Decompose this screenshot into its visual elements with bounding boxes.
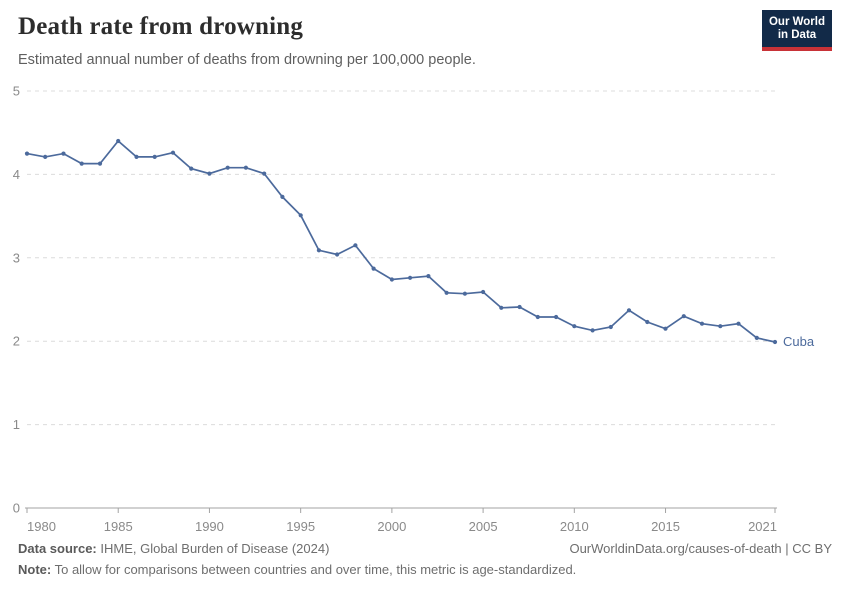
y-axis-label-2: 2 [12,333,20,349]
series-end-label-cuba[interactable]: Cuba [783,334,815,350]
data-point-1985[interactable] [116,139,120,143]
data-point-2001[interactable] [408,276,412,280]
x-axis-label-2005: 2005 [468,519,498,534]
data-point-2008[interactable] [536,315,540,319]
data-point-1994[interactable] [280,195,284,199]
data-point-2000[interactable] [390,277,394,281]
data-point-2016[interactable] [682,314,686,318]
data-point-1999[interactable] [372,267,376,271]
data-point-2006[interactable] [499,306,503,310]
y-axis-label-1: 1 [12,417,20,433]
footer-source [18,541,329,556]
footer-source-label: Data source: [18,541,97,556]
data-point-2020[interactable] [755,336,759,340]
data-point-1993[interactable] [262,172,266,176]
x-axis-label-1995: 1995 [286,519,316,534]
x-axis-label-2010: 2010 [559,519,589,534]
data-point-1980[interactable] [25,152,29,156]
footer-note-label: Note: [18,562,52,577]
y-axis-label-3: 3 [12,250,20,266]
data-point-1997[interactable] [335,252,339,256]
data-point-1983[interactable] [80,162,84,166]
data-point-1984[interactable] [98,162,102,166]
y-axis-label-0: 0 [12,500,20,516]
data-point-2012[interactable] [609,325,613,329]
x-axis-label-1985: 1985 [103,519,133,534]
data-point-1992[interactable] [244,166,248,170]
page-title: Death rate from drowning [18,13,304,40]
data-point-1981[interactable] [43,155,47,159]
footer-note-text: To allow for comparisons between countries and over time, this metric is age-standardized. [51,562,577,577]
x-axis-label-1980: 1980 [27,519,56,534]
data-point-2007[interactable] [518,305,522,309]
data-point-2021[interactable] [773,340,777,344]
data-point-2002[interactable] [426,274,430,278]
footer-source-text: IHME, Global Burden of Disease (2024) [96,541,330,556]
data-point-1990[interactable] [207,172,211,176]
data-point-2014[interactable] [645,320,649,324]
data-point-1989[interactable] [189,167,193,171]
data-point-2004[interactable] [463,292,467,296]
data-point-2013[interactable] [627,308,631,312]
trend-line-cuba[interactable] [27,141,775,342]
data-point-2015[interactable] [663,327,667,331]
data-point-1982[interactable] [61,152,65,156]
data-point-1998[interactable] [353,243,357,247]
footer-source-row [18,541,832,556]
data-point-1995[interactable] [299,213,303,217]
data-point-1996[interactable] [317,248,321,252]
page-subtitle: Estimated annual number of deaths from drowning per 100,000 people. [18,52,476,68]
data-point-2005[interactable] [481,290,485,294]
data-point-2011[interactable] [591,328,595,332]
footer-note-row [18,562,832,577]
x-axis-label-1990: 1990 [194,519,224,534]
footer-url-link[interactable]: OurWorldinData.org/causes-of-death | CC BY [569,541,832,556]
data-point-1986[interactable] [134,155,138,159]
x-axis-label-2015: 2015 [651,519,680,534]
owid-logo-line2: in Data [777,29,817,41]
x-axis-label-2021: 2021 [748,519,777,534]
data-point-2019[interactable] [736,322,740,326]
data-point-2003[interactable] [445,291,449,295]
data-point-1991[interactable] [226,166,230,170]
data-point-2010[interactable] [572,324,576,328]
data-point-1988[interactable] [171,151,175,155]
y-axis-label-4: 4 [12,166,20,182]
y-axis-label-5: 5 [12,83,20,99]
owid-logo-line1: Our World [768,16,825,28]
data-point-1987[interactable] [153,155,157,159]
data-point-2017[interactable] [700,322,704,326]
x-axis-label-2000: 2000 [377,519,407,534]
data-point-2009[interactable] [554,315,558,319]
data-point-2018[interactable] [718,324,722,328]
